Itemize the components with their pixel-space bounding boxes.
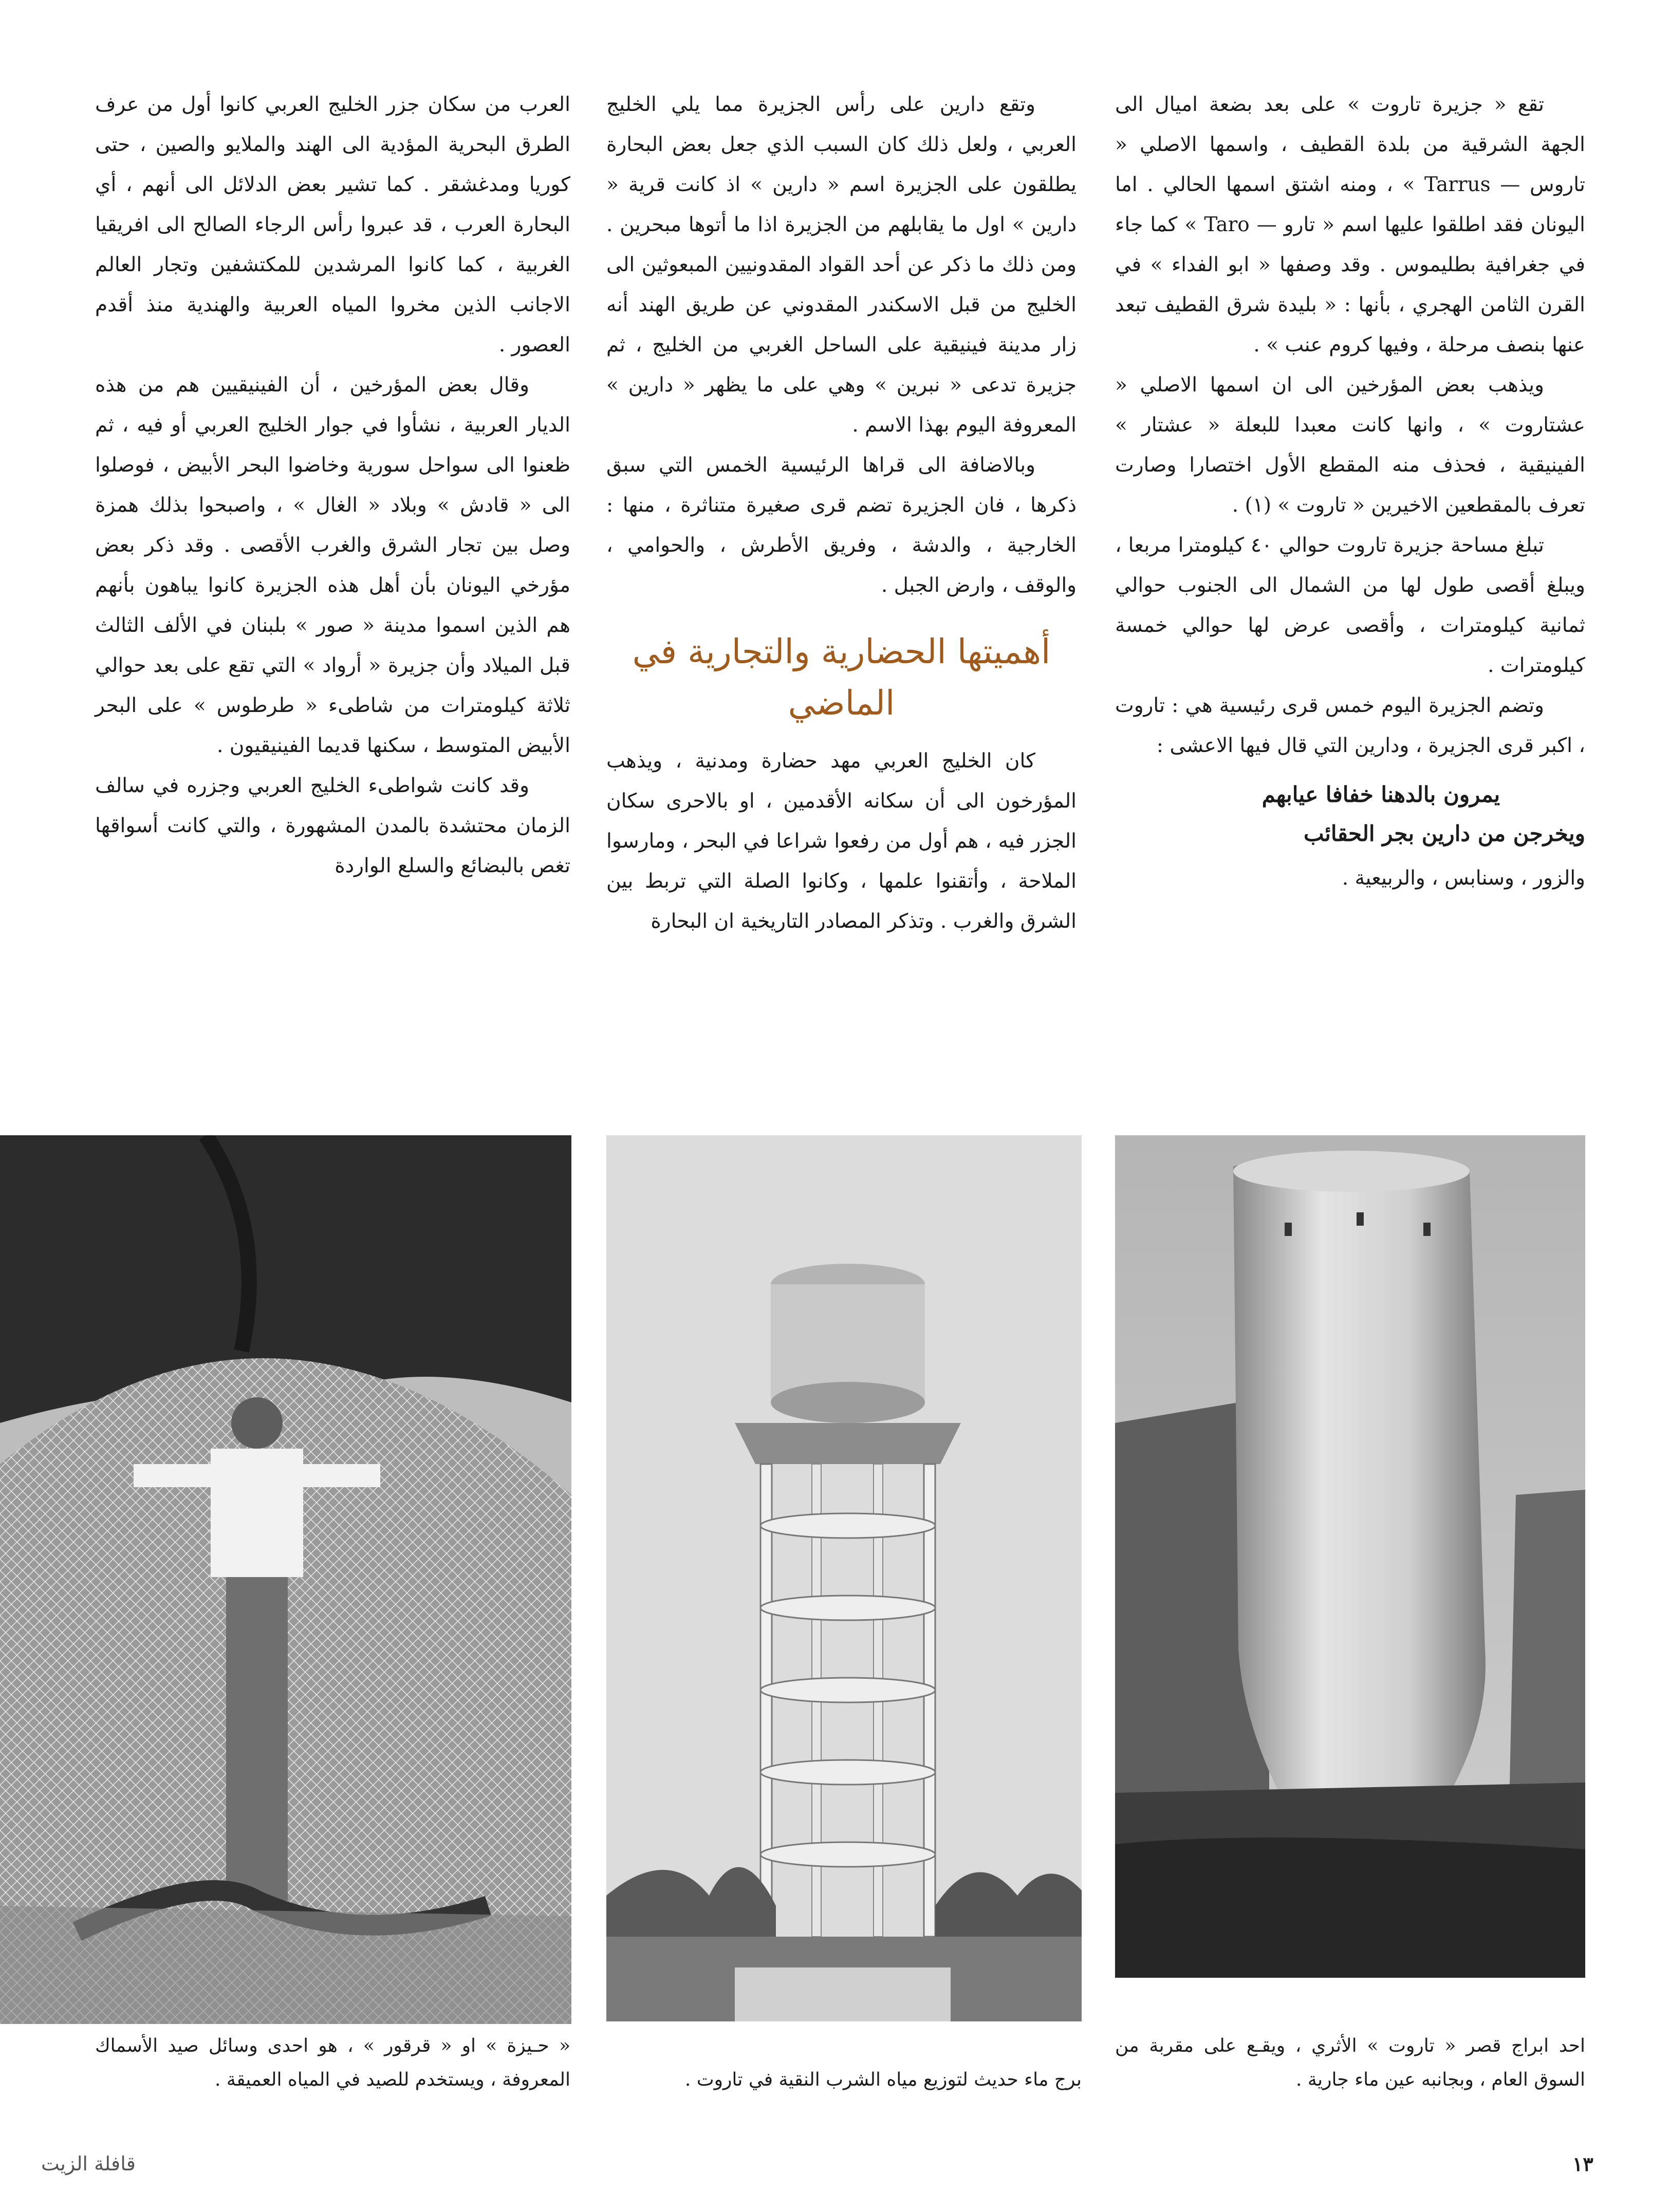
poem-verse xyxy=(1115,775,1585,853)
article-column-middle xyxy=(606,85,1077,942)
magazine-name: قافلة الزيت xyxy=(41,2152,136,2175)
paragraph: والزور ، وسنابس ، والربيعية . xyxy=(1342,867,1585,890)
castle-tower-photo xyxy=(1115,1135,1585,1978)
photo-caption: « حـيزة » او « قرقور » ، هو احدى وسائل صيد الأسماك المعروفة ، ويستخدم للصيد في المياه العميقة . xyxy=(95,2035,570,2090)
castle-tower-image xyxy=(1115,1135,1585,1978)
paragraph: وبالاضافة الى قراها الرئيسية الخمس التي سبق ذكرها ، فان الجزيرة تضم قرى صغيرة متناثرة ، منها : الخارجية ، والدشة ، وفريق الأطرش ، والحوامي ، والوقف ، وارض الجبل . xyxy=(606,454,1077,597)
paragraph: تقع « جزيرة تاروت » على بعد بضعة اميال الى الجهة الشرقية من بلدة القطيف ، واسمها الاصلي « تاروس — Tarrus » ، ومنه اشتق اسمها الحالي . اما اليونان فقد اطلقوا عليها اسم « تارو — Taro » كما جاء في جغرافية بطليموس . وقد وصفها « ابو الفداء » في القرن الثامن الهجري ، بأنها : « بليدة شرق القطيف تبعد عنها بنصف مرحلة ، وفيها كروم عنب » . xyxy=(1115,93,1585,357)
water-tower-image xyxy=(606,1135,1082,2021)
paragraph: وتقع دارين على رأس الجزيرة مما يلي الخليج العربي ، ولعل ذلك كان السبب الذي جعل بعض البحارة يطلقون على الجزيرة اسم « دارين » اذ كانت قرية « دارين » اول ما يقابلهم من الجزيرة اذا ما أتوها مبحرين . ومن ذلك ما ذكر عن أحد القواد المقدونيين المبعوثين الى الخليج من قبل الاسكندر المقدوني عن طريق الهند أنه زار مدينة فينيقية على الساحل الغربي من الخليج ، ثم جزيرة تدعى « نبرين » وهي على ما يظهر « دارين » المعروفة اليوم بهذا الاسم . xyxy=(606,93,1077,437)
paragraph: كان الخليج العربي مهد حضارة ومدنية ، ويذهب المؤرخون الى أن سكانه الأقدمين ، او بالاحرى سكان الجزر فيه ، هم أول من رفعوا شراعا في البحر ، ومارسوا الملاحة ، وأتقنوا علمها ، وكانوا الصلة التي تربط بين الشرق والغرب . وتذكر المصادر التاريخية ان البحارة xyxy=(606,749,1077,933)
article-column-left xyxy=(95,85,570,886)
fishing-trap-photo xyxy=(0,1135,571,2024)
paragraph: تبلغ مساحة جزيرة تاروت حوالي ٤٠ كيلومترا مربعا ، ويبلغ أقصى طول لها من الشمال الى الجنوب حوالي ثمانية كيلومترات ، وأقصى عرض لها حوالي خمسة كيلومترات . xyxy=(1115,534,1585,677)
water-tower-photo xyxy=(606,1135,1082,2021)
article-column-right xyxy=(1115,85,1585,898)
fishing-trap-image xyxy=(0,1135,571,2024)
paragraph: وقال بعض المؤرخين ، أن الفينيقيين هم من هذه الديار العربية ، نشأوا في جوار الخليج العربي أو فيه ، ثم ظعنوا الى سواحل سورية وخاضوا البحر الأبيض ، فوصلوا الى « قادش » وبلاد « الغال » ، واصبحوا بذلك همزة وصل بين تجار الشرق والغرب الأقصى . وقد ذكر بعض مؤرخي اليونان بأن أهل هذه الجزيرة كانوا يباهون بأنهم هم الذين اسموا مدينة « صور » بلبنان في الألف الثالث قبل الميلاد وأن جزيرة « أرواد » التي تقع على بعد حوالي ثلاثة كيلومترات من شاطىء « طرطوس » على البحر الأبيض المتوسط ، سكنها قديما الفينيقيون . xyxy=(95,373,570,757)
poem-line: يمرون بالدهنا خفافا عيابهم xyxy=(1261,782,1500,807)
photo-caption: برج ماء حديث لتوزيع مياه الشرب النقية في تاروت . xyxy=(684,2069,1082,2090)
paragraph: وتضم الجزيرة اليوم خمس قرى رئيسية هي : تاروت ، اكبر قرى الجزيرة ، ودارين التي قال فيها الاعشى : xyxy=(1115,694,1585,757)
paragraph: ويذهب بعض المؤرخين الى ان اسمها الاصلي « عشتاروت » ، وانها كانت معبدا للبعلة « عشتار » الفينيقية ، فحذف منه المقطع الأول اختصارا وصارت تعرف بالمقطعين الاخيرين « تاروت » (١) . xyxy=(1115,373,1585,517)
section-heading: أهميتها الحضارية والتجارية في الماضي xyxy=(632,632,1051,723)
paragraph: وقد كانت شواطىء الخليج العربي وجزره في سالف الزمان محتشدة بالمدن المشهورة ، والتي كانت أسواقها تغص بالبضائع والسلع الواردة xyxy=(95,774,570,877)
page-number: ١٣ xyxy=(1572,2152,1593,2176)
poem-line: ويخرجن من دارين بجر الحقائب xyxy=(1304,821,1585,846)
paragraph: العرب من سكان جزر الخليج العربي كانوا أول من عرف الطرق البحرية المؤدية الى الهند والملايو والصين ، حتى كوريا ومدغشقر . كما تشير بعض الدلائل الى أنهم ، أي البحارة العرب ، قد عبروا رأس الرجاء الصالح الى افريقيا الغربية ، كما كانوا المرشدين للمكتشفين وتجار العالم الاجانب الذين مخروا المياه العربية والهندية منذ أقدم العصور . xyxy=(95,93,570,357)
photo-caption: احد ابراج قصر « تاروت » الأثري ، ويقـع على مقربة من السوق العام ، وبجانبه عين ماء جارية . xyxy=(1115,2035,1585,2090)
